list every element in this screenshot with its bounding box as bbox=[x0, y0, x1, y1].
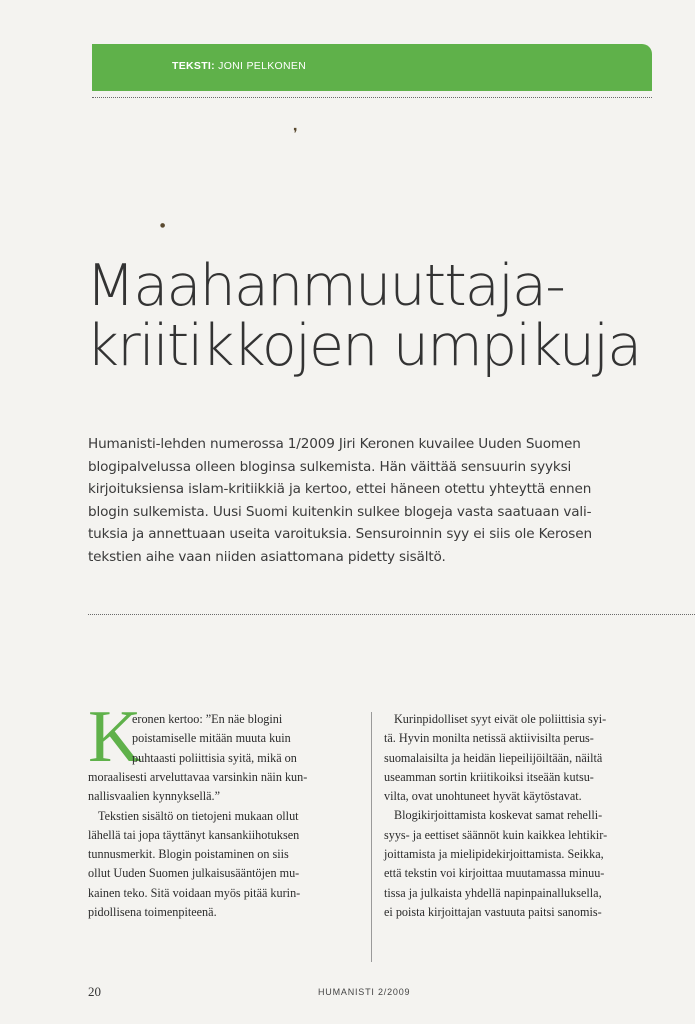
divider-middle bbox=[88, 614, 695, 615]
lead-line: blogin sulkemista. Uusi Suomi kuitenkin sulkee blogeja vasta saatuaan vali- bbox=[88, 503, 592, 520]
body-line: että tekstin voi kirjoittaa muutamassa minuu- bbox=[384, 866, 605, 881]
body-line: moraalisesti arveluttavaa varsinkin näin kun- bbox=[88, 770, 308, 784]
body-line: eronen kertoo: ”En näe blogini bbox=[132, 712, 283, 726]
divider-top bbox=[92, 97, 652, 98]
author-name: JONI PELKONEN bbox=[218, 60, 307, 72]
body-line: poistamiselle mitään muuta kuin bbox=[132, 731, 291, 746]
body-line: suomalaisilta ja heidän liepeilijöiltään, näiltä bbox=[384, 750, 603, 765]
author-credit-label: TEKSTI: bbox=[172, 60, 215, 72]
column-rule bbox=[371, 712, 372, 962]
lead-line: tekstien aihe vaan niiden asiattomana pidetty sisältö. bbox=[88, 548, 446, 565]
lead-line: Humanisti-lehden numerossa 1/2009 Jiri Keronen kuvailee Uuden Suomen bbox=[88, 436, 581, 452]
body-line: kainen teko. Sitä voidaan myös pitää kurin- bbox=[88, 885, 301, 900]
body-column-left bbox=[88, 768, 356, 922]
body-line: lähellä tai jopa täyttänyt kansankiihotuksen bbox=[88, 827, 300, 842]
lead-line: tuksia ja annettuaan useita varoituksia. Sensuroinnin syy ei siis ole Kerosen bbox=[88, 526, 592, 543]
headline-line-2: kriitikkojen umpikuja bbox=[86, 313, 641, 379]
body-line: tissa ja julkaista yhdellä napinpainalluksella, bbox=[384, 885, 602, 900]
body-line: puhtaasti poliittisia syitä, mikä on bbox=[132, 750, 297, 765]
body-line: syys- ja eettiset säännöt kuin kaikkea lehtikir- bbox=[384, 827, 608, 842]
paper-speck: ❜ bbox=[293, 126, 298, 142]
body-line: tä. Hyvin monilta netissä aktiivisilta perus- bbox=[384, 731, 594, 746]
page-number: 20 bbox=[88, 984, 101, 999]
body-line: ei poista kirjoittajan vastuuta paitsi sanomis- bbox=[384, 904, 602, 919]
author-credit bbox=[172, 60, 306, 72]
body-line: Kurinpidolliset syyt eivät ole poliittisia syi- bbox=[394, 712, 607, 726]
paper-speck: ● bbox=[160, 222, 166, 229]
body-line: vilta, ovat unohtuneet hyvät käytöstavat. bbox=[384, 789, 582, 804]
article-headline bbox=[86, 253, 676, 379]
body-line: nallisvaalien kynnyksellä.” bbox=[88, 789, 220, 804]
body-column-right bbox=[384, 710, 654, 922]
body-line: ollut Uuden Suomen julkaisusääntöjen mu- bbox=[88, 866, 300, 881]
body-line: pidollisena toimenpiteenä. bbox=[88, 905, 217, 920]
body-line: Tekstien sisältö on tietojeni mukaan ollut bbox=[98, 808, 299, 823]
publication-footer: HUMANISTI 2/2009 bbox=[318, 987, 411, 997]
body-line: useamman sortin kriitikoiksi itseään kutsu- bbox=[384, 769, 594, 784]
lead-line: blogipalvelussa olleen bloginsa sulkemista. Hän väittää sensuurin syyksi bbox=[88, 458, 572, 475]
lead-line: kirjoituksiensa islam-kritiikkiä ja kertoo, ettei häneen otettu yhteyttä ennen bbox=[88, 481, 592, 498]
body-line: joittamista ja mielipidekirjoittamista. Seikka, bbox=[384, 847, 604, 862]
headline-line-1: Maahanmuuttaja- bbox=[86, 253, 564, 319]
lead-paragraph bbox=[88, 433, 648, 569]
body-line: Blogikirjoittamista koskevat samat rehelli- bbox=[394, 808, 603, 823]
drop-cap-lines bbox=[132, 710, 297, 768]
author-banner bbox=[92, 44, 652, 91]
body-line: tunnusmerkit. Blogin poistaminen on siis bbox=[88, 847, 289, 862]
drop-cap: K bbox=[88, 696, 142, 778]
